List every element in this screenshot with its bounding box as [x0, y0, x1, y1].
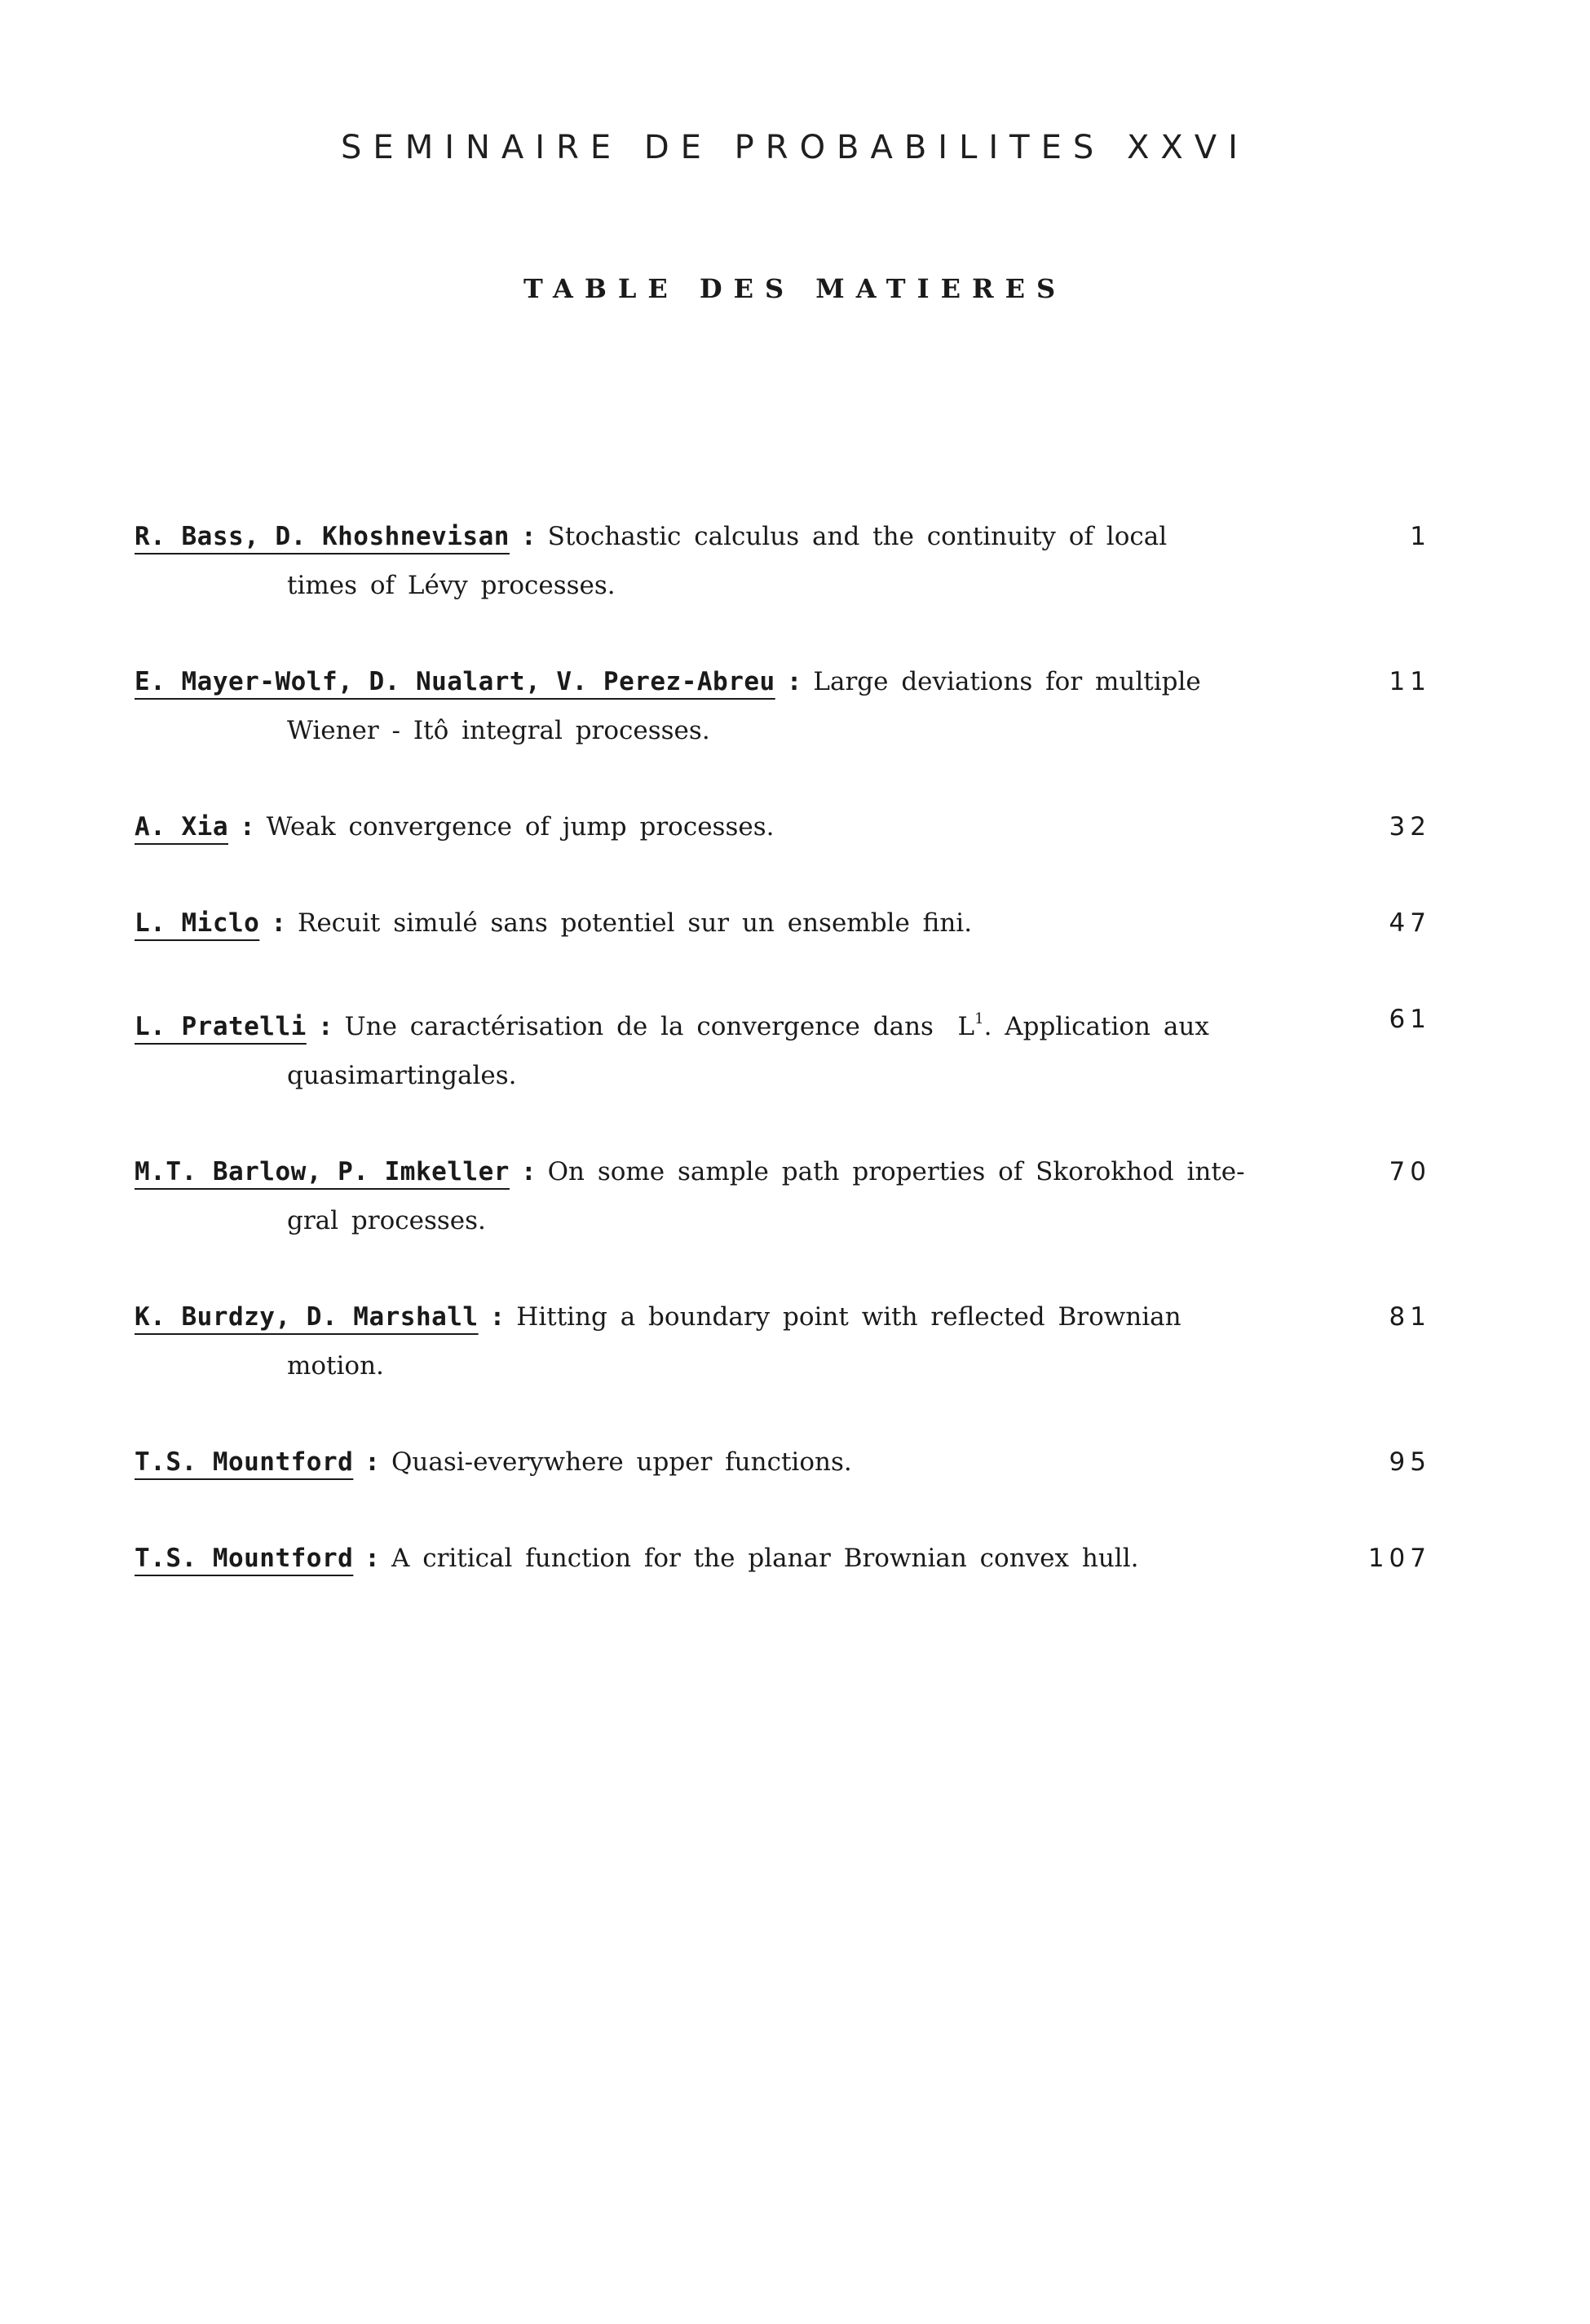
entry-first-line [135, 1147, 1317, 1196]
entry-page-number: 81 [1389, 1302, 1431, 1332]
entry-title-line1: A critical function for the planar Brownian convex hull. [391, 1544, 1139, 1573]
entry-authors: R. Bass, D. Khoshnevisan [135, 522, 510, 551]
entry-first-line [135, 657, 1317, 706]
entry-title-line1: Hitting a boundary point with reflected Brownian [516, 1302, 1181, 1332]
entry-authors: K. Burdzy, D. Marshall [135, 1302, 479, 1332]
entry-separator: : [239, 812, 255, 842]
entry-title-line1: Stochastic calculus and the continuity of local [547, 522, 1168, 551]
entry-separator: : [786, 667, 802, 696]
toc-entry[interactable] [135, 1292, 1439, 1390]
entry-title-line1: Une caractérisation de la convergence dans [344, 1012, 934, 1041]
toc-entry[interactable] [135, 512, 1439, 610]
entry-title-line2: quasimartingales. [287, 1061, 517, 1090]
entry-title-line1: Weak convergence of jump processes. [266, 812, 775, 842]
entry-authors: L. Miclo [135, 908, 260, 938]
entry-authors: E. Mayer-Wolf, D. Nualart, V. Perez-Abreu [135, 667, 775, 696]
entry-first-line [135, 512, 1317, 561]
entry-page-number: 70 [1389, 1157, 1431, 1186]
entry-title-line1: Recuit simulé sans potentiel sur un ensemble fini. [297, 908, 973, 938]
entry-separator: : [364, 1447, 380, 1477]
entry-title-line2: gral processes. [287, 1206, 486, 1235]
toc-entry[interactable] [135, 899, 1439, 948]
toc-entry[interactable] [135, 657, 1439, 755]
entry-separator: : [520, 1157, 537, 1186]
entry-separator: : [271, 908, 286, 938]
entry-separator: : [364, 1544, 380, 1573]
series-title: SEMINAIRE DE PROBABILITES XXVI [341, 129, 1249, 166]
entry-first-line [135, 1292, 1317, 1341]
entry-authors: T.S. Mountford [135, 1544, 354, 1573]
entry-page-number: 95 [1389, 1447, 1431, 1477]
entry-page-number: 11 [1389, 667, 1431, 696]
l1-space-symbol: L [957, 1012, 975, 1041]
entry-page-number: 47 [1389, 908, 1431, 938]
toc-entry[interactable] [135, 1534, 1439, 1583]
entry-title-line1: On some sample path properties of Skorokhod inte- [547, 1157, 1245, 1186]
entry-first-line [135, 1438, 1317, 1487]
entry-authors: T.S. Mountford [135, 1447, 354, 1477]
entry-authors: M.T. Barlow, P. Imkeller [135, 1157, 510, 1186]
entry-title-line1-rest: . Application aux [983, 1012, 1209, 1041]
entry-page-number: 1 [1410, 522, 1431, 551]
entry-separator: : [489, 1302, 506, 1332]
toc-entry[interactable] [135, 1438, 1439, 1487]
entry-title-line2: times of Lévy processes. [287, 571, 616, 600]
entry-authors: A. Xia [135, 812, 228, 842]
entry-separator: : [520, 522, 537, 551]
table-of-contents [135, 512, 1439, 1630]
entry-first-line [135, 995, 1317, 1051]
toc-entry[interactable] [135, 1147, 1439, 1245]
entry-page-number: 107 [1367, 1544, 1431, 1573]
toc-heading: TABLE DES MATIERES [523, 273, 1067, 304]
entry-page-number: 32 [1389, 812, 1431, 842]
entry-first-line [135, 899, 1317, 948]
entry-first-line [135, 1534, 1317, 1583]
l1-superscript: 1 [974, 1010, 984, 1027]
entry-title-line2: motion. [287, 1351, 384, 1381]
entry-authors: L. Pratelli [135, 1012, 307, 1041]
entry-title-line1: Quasi-everywhere upper functions. [391, 1447, 852, 1477]
entry-page-number: 61 [1389, 1005, 1431, 1034]
toc-entry[interactable] [135, 995, 1439, 1100]
entry-separator: : [317, 1012, 333, 1041]
toc-entry[interactable] [135, 802, 1439, 851]
entry-title-line2: Wiener - Itô integral processes. [287, 716, 710, 745]
entry-title-line1: Large deviations for multiple [813, 667, 1201, 696]
entry-first-line [135, 802, 1317, 851]
